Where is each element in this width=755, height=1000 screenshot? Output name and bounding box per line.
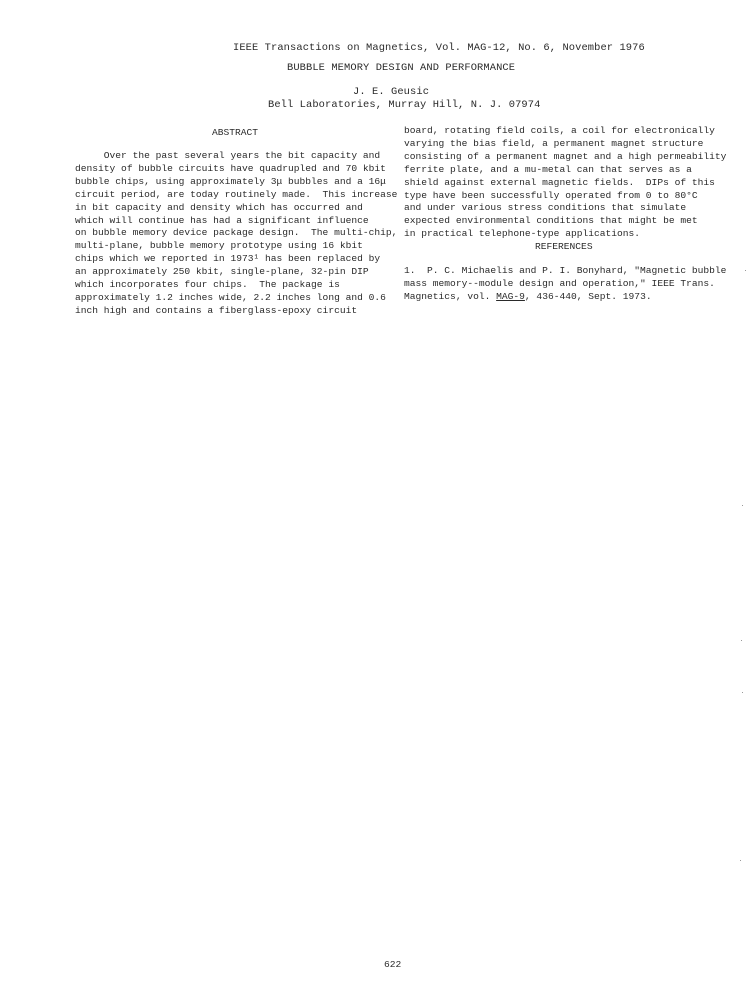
reference-volume: MAG-9 (496, 290, 525, 302)
abstract-line: bubble chips, using approximately 3μ bubbles and a 16μ (75, 175, 386, 187)
body-line: type have been successfully operated from 0 to 80°C (404, 189, 698, 201)
abstract-heading: ABSTRACT (212, 127, 259, 138)
body-line: board, rotating field coils, a coil for electronically (404, 125, 715, 136)
scan-speck (741, 640, 742, 641)
right-column-body (404, 125, 726, 241)
author: J. E. Geusic (353, 86, 430, 98)
scan-speck (740, 860, 741, 861)
reference-line (404, 291, 726, 304)
references-heading: REFERENCES (535, 241, 593, 252)
body-line: in practical telephone-type applications. (404, 228, 641, 240)
abstract-line: which incorporates four chips. The package is (75, 279, 340, 291)
body-line: and under various stress conditions that simulate (404, 202, 687, 214)
scan-speck (745, 270, 746, 271)
abstract-line: inch high and contains a fiberglass-epoxy circuit (75, 304, 358, 316)
abstract-line: multi-plane, bubble memory prototype using 16 kbit (75, 240, 363, 252)
abstract-body (75, 150, 397, 318)
reference-line: mass memory--module design and operation," IEEE Trans. (404, 277, 715, 289)
journal-citation: IEEE Transactions on Magnetics, Vol. MAG-12, No. 6, November 1976 (233, 42, 645, 54)
body-line: ferrite plate, and a mu-metal can that serves as a (404, 163, 692, 175)
paper-title: BUBBLE MEMORY DESIGN AND PERFORMANCE (287, 62, 516, 74)
abstract-line: on bubble memory device package design. The multi-chip, (75, 227, 398, 239)
scan-speck (742, 505, 743, 506)
abstract-line: circuit period, are today routinely made. This increase (75, 188, 398, 200)
affiliation: Bell Laboratories, Murray Hill, N. J. 07974 (268, 99, 541, 111)
body-line: shield against external magnetic fields. DIPs of this (404, 176, 715, 188)
body-line: expected environmental conditions that might be met (404, 215, 698, 227)
reference-text: , 436-440, Sept. 1973. (524, 290, 652, 302)
abstract-line: an approximately 250 kbit, single-plane, 32-pin DIP (75, 266, 369, 278)
page-number: 622 (384, 959, 402, 970)
abstract-line: approximately 1.2 inches wide, 2.2 inches long and 0.6 (75, 291, 386, 303)
abstract-line: density of bubble circuits have quadrupled and 70 kbit (75, 162, 386, 174)
abstract-line: which will continue has had a significant influence (75, 214, 369, 226)
reference-item (404, 265, 726, 304)
abstract-line: Over the past several years the bit capacity and (75, 150, 381, 161)
body-line: consisting of a permanent magnet and a high permeability (404, 150, 727, 162)
reference-text: Magnetics, vol. (404, 290, 497, 302)
abstract-line: in bit capacity and density which has occurred and (75, 201, 363, 213)
abstract-line: chips which we reported in 1973¹ has been replaced by (75, 253, 381, 265)
body-line: varying the bias field, a permanent magnet structure (404, 137, 704, 149)
reference-line: 1. P. C. Michaelis and P. I. Bonyhard, "Magnetic bubble (404, 265, 727, 276)
scan-speck (742, 692, 743, 693)
